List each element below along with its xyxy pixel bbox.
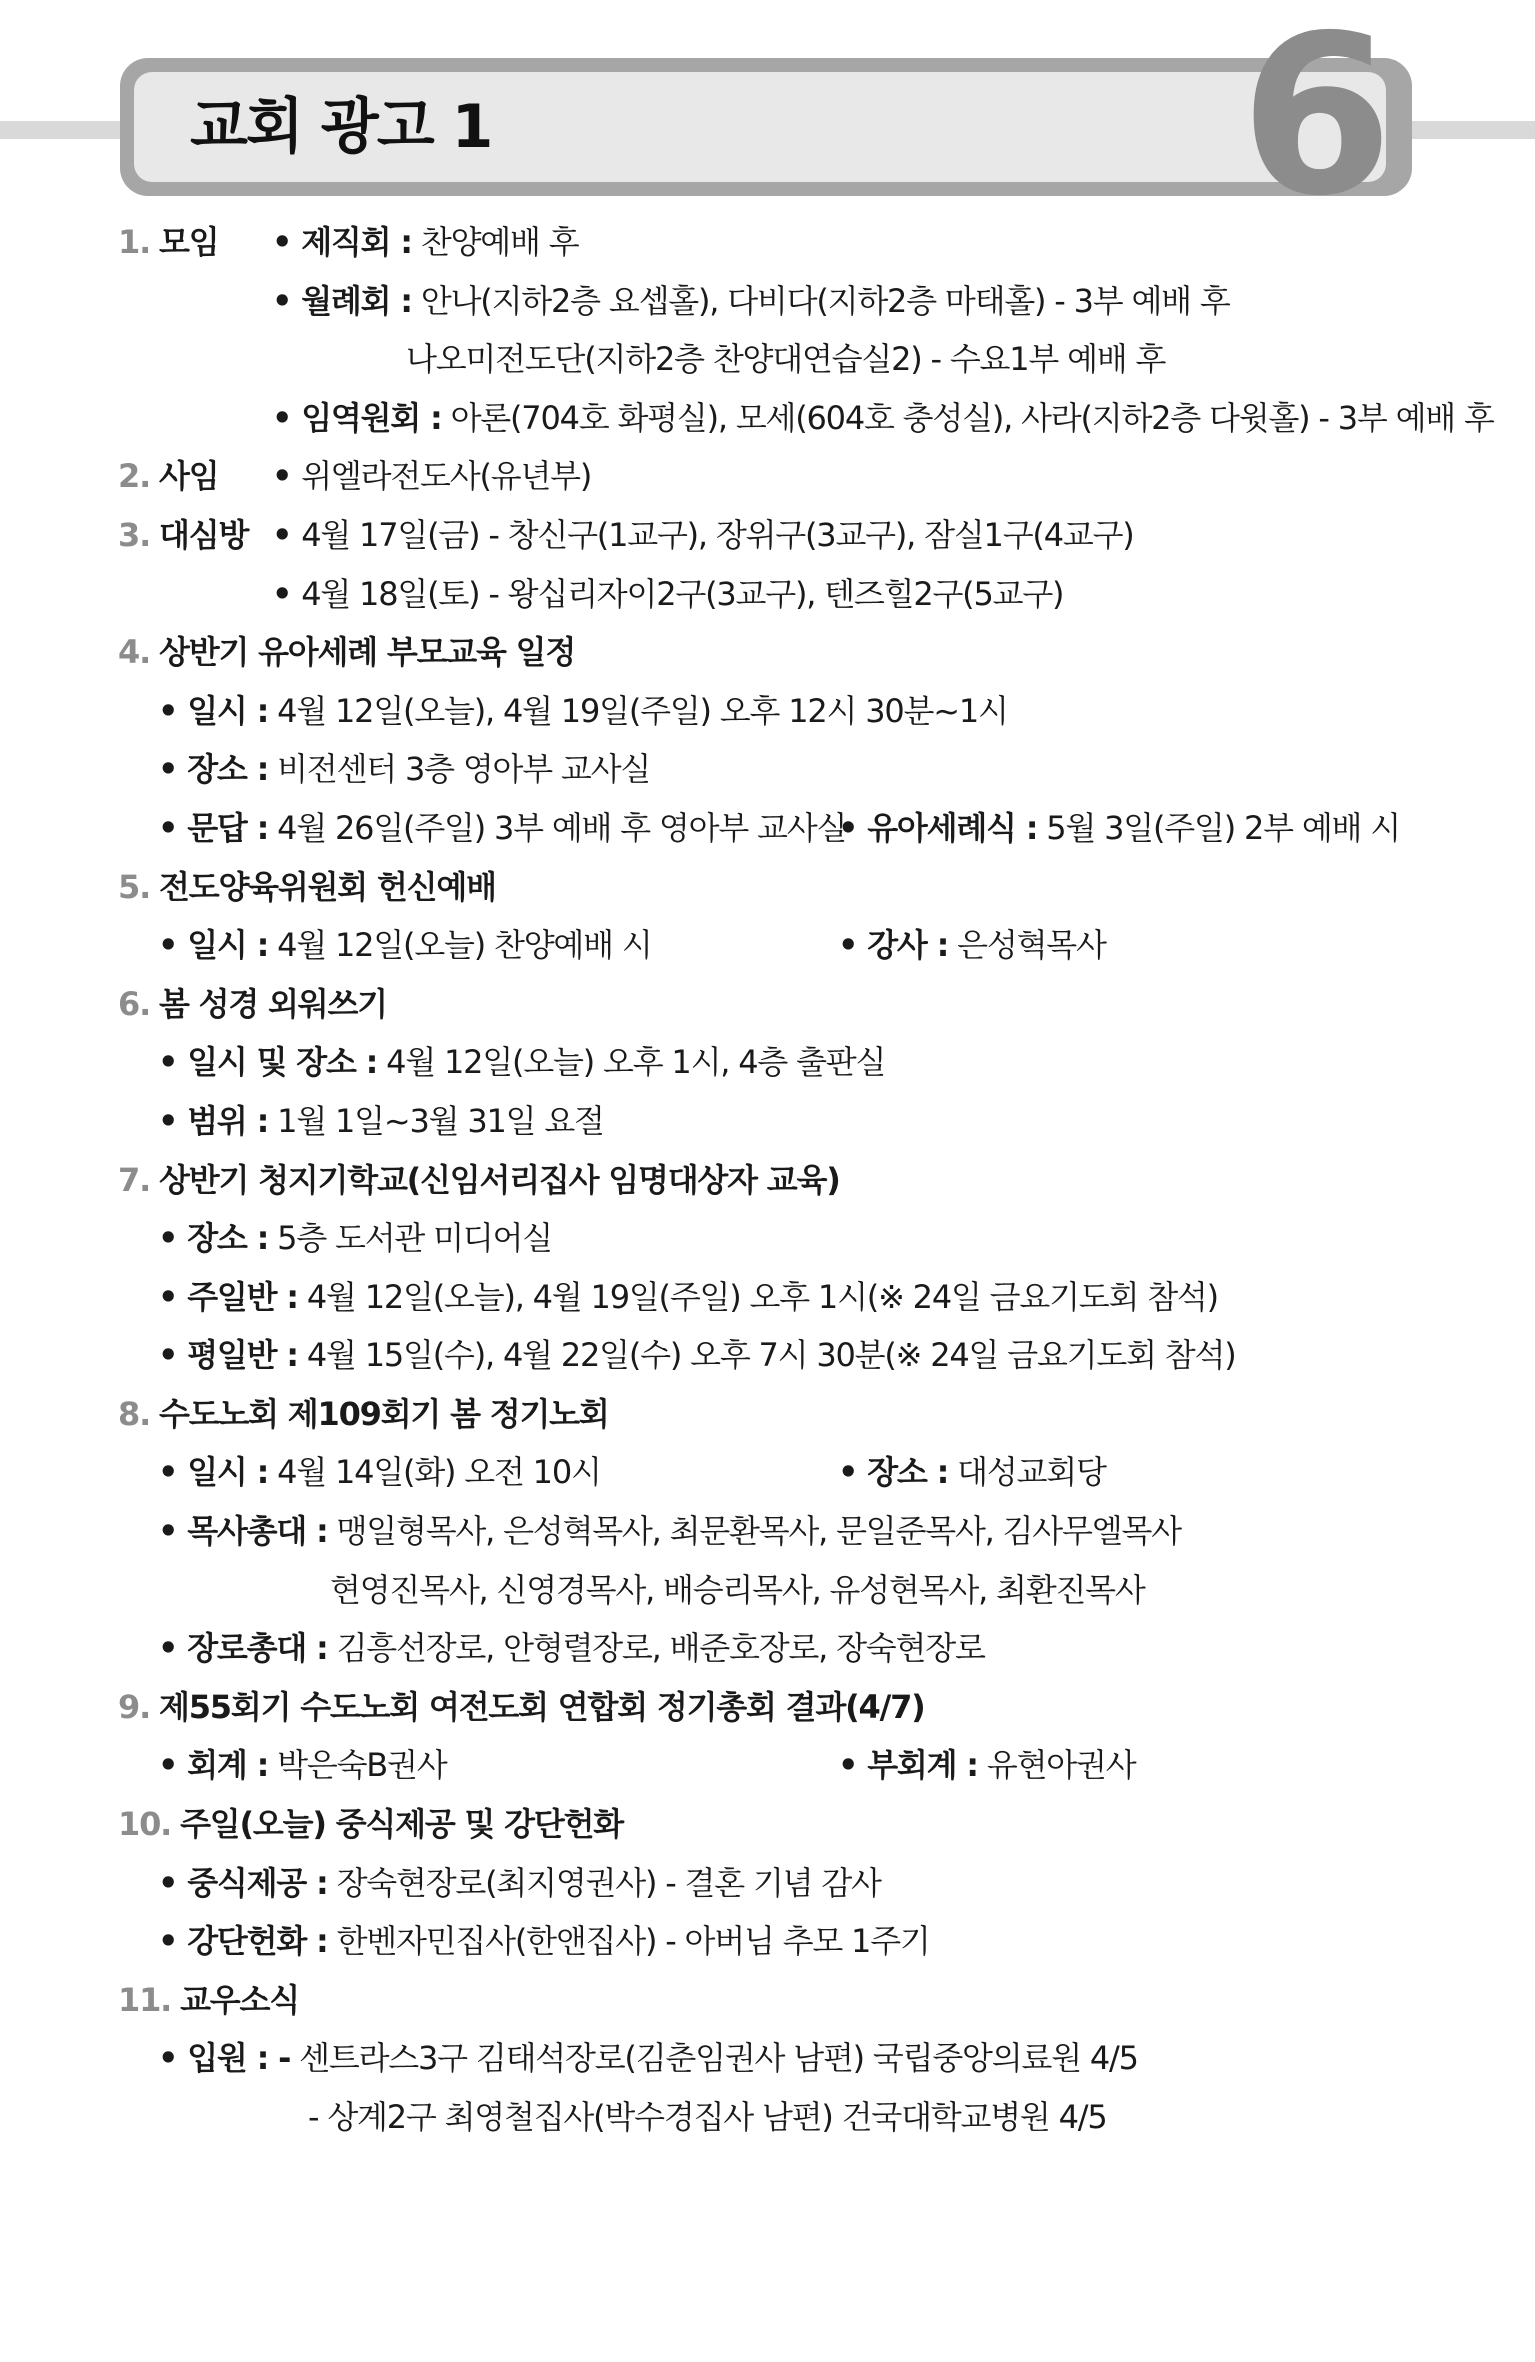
section-heading — [118, 506, 248, 565]
bullet-icon: • — [158, 1336, 188, 1375]
line-text: 5층 도서관 미디어실 — [277, 1219, 552, 1258]
section-number: 11. — [118, 1980, 172, 2019]
announcement-section — [118, 1385, 1418, 1444]
bullet-icon: • — [158, 1277, 188, 1316]
section-title: 주일(오늘) 중식제공 및 강단헌화 — [180, 1805, 624, 1844]
announcement-list — [118, 213, 1494, 2147]
announcement-section — [118, 1971, 1418, 2030]
section-number: 7. — [118, 1160, 151, 1199]
announcement-row — [118, 682, 1418, 741]
announcement-line-secondary — [838, 1443, 1106, 1502]
line-text: 대성교회당 — [957, 1453, 1106, 1492]
line-text: - 상계2구 최영철집사(박수경집사 남편) 건국대학교병원 4/5 — [308, 2098, 1107, 2136]
line-text: 아론(704호 화평실), 모세(604호 충성실), 사라(지하2층 다윗홀) - 3부 예배 후 — [450, 398, 1494, 437]
section-title: 수도노회 제109회기 봄 정기노회 — [159, 1394, 609, 1433]
line-label: 임역원회 : — [301, 398, 442, 437]
line-text: 비전센터 3층 영아부 교사실 — [277, 750, 651, 789]
announcement-line — [158, 916, 652, 975]
bullet-icon: • — [158, 1922, 188, 1961]
section-heading — [118, 1795, 623, 1854]
announcement-row — [118, 272, 1418, 331]
section-heading — [118, 1151, 840, 1210]
line-text: 찬양예배 후 — [420, 223, 579, 261]
page-title: 교회 광고 1 — [190, 92, 492, 162]
section-heading — [118, 623, 575, 682]
line-text: 안나(지하2층 요셉홀), 다비다(지하2층 마태홀) - 3부 예배 후 — [420, 281, 1230, 320]
announcement-row — [118, 1443, 1418, 1502]
bullet-icon: • — [158, 1219, 188, 1258]
section-number: 8. — [118, 1394, 151, 1433]
line-text: 4월 12일(오늘) 오후 1시, 4층 출판실 — [386, 1043, 886, 1082]
announcement-row — [118, 1033, 1418, 1092]
line-label: 장로총대 : — [187, 1629, 328, 1668]
section-title: 교우소식 — [180, 1980, 299, 2019]
bullet-icon: • — [158, 1453, 188, 1492]
announcement-line — [272, 213, 578, 272]
line-label: 주일반 : — [187, 1277, 298, 1316]
line-text: 나오미전도단(지하2층 찬양대연습실2) - 수요1부 예배 후 — [406, 340, 1166, 379]
announcement-line — [158, 1326, 1235, 1385]
announcement-line — [308, 2088, 1107, 2147]
announcement-row — [118, 1619, 1418, 1678]
announcement-line — [158, 2029, 1138, 2088]
bullet-icon: • — [158, 1101, 188, 1140]
announcement-line — [158, 740, 650, 799]
announcement-row — [118, 389, 1494, 448]
line-text: 장숙현장로(최지영권사) - 결혼 기념 감사 — [336, 1863, 881, 1902]
announcement-row — [118, 1502, 1418, 1561]
announcement-line — [272, 506, 1134, 565]
announcement-line-secondary — [838, 1736, 1135, 1795]
announcement-row — [118, 1092, 1418, 1151]
announcement-line — [272, 272, 1230, 331]
bullet-icon: • — [158, 926, 188, 965]
announcement-line — [158, 1619, 985, 1678]
line-text: 4월 26일(주일) 3부 예배 후 영아부 교사실 — [277, 808, 847, 847]
line-text: 박은숙B권사 — [277, 1746, 447, 1785]
section-number: 5. — [118, 867, 151, 906]
bullet-icon: • — [158, 1746, 188, 1785]
line-text: 은성혁목사 — [957, 926, 1106, 965]
line-label: 유아세례식 : — [867, 808, 1038, 847]
section-number: 4. — [118, 633, 151, 672]
announcement-section — [118, 623, 1418, 682]
section-heading — [118, 975, 387, 1034]
line-label: 강사 : — [867, 926, 949, 965]
bullet-icon: • — [158, 1863, 188, 1902]
section-number: 3. — [118, 515, 151, 554]
announcement-line — [158, 1854, 881, 1913]
announcement-line — [158, 1033, 885, 1092]
line-label: 장소 : — [187, 750, 269, 789]
section-heading — [118, 1971, 299, 2030]
announcement-row — [118, 1854, 1418, 1913]
line-label: 일시 : — [187, 926, 269, 965]
announcement-section — [118, 1678, 1418, 1737]
line-text: 4월 12일(오늘), 4월 19일(주일) 오후 12시 30분~1시 — [277, 691, 1008, 730]
bullet-icon: • — [158, 750, 188, 789]
announcement-row — [118, 799, 1418, 858]
bullet-icon: • — [838, 926, 868, 965]
bullet-icon: • — [158, 808, 188, 847]
line-label: 입원 : - — [187, 2039, 291, 2078]
announcement-line — [158, 1268, 1218, 1327]
announcement-row — [118, 1209, 1418, 1268]
line-label: 부회계 : — [867, 1746, 978, 1785]
announcement-line-secondary — [838, 799, 1400, 858]
section-number: 10. — [118, 1805, 172, 1844]
announcement-row — [118, 1736, 1418, 1795]
section-heading — [118, 213, 218, 272]
section-heading — [118, 447, 218, 506]
section-title: 대심방 — [159, 515, 249, 554]
bullet-icon: • — [158, 691, 188, 730]
announcement-row — [118, 740, 1418, 799]
section-number: 1. — [118, 223, 151, 261]
line-text: 4월 14일(화) 오전 10시 — [277, 1453, 601, 1492]
line-label: 평일반 : — [187, 1336, 298, 1375]
line-text: 1월 1일~3월 31일 요절 — [277, 1101, 604, 1140]
line-text: 맹일형목사, 은성혁목사, 최문환목사, 문일준목사, 김사무엘목사 — [336, 1512, 1181, 1551]
section-heading — [118, 858, 496, 917]
announcement-line — [272, 389, 1494, 448]
bullet-icon: • — [272, 574, 302, 613]
line-text: 한벤자민집사(한앤집사) - 아버님 추모 1주기 — [336, 1922, 930, 1961]
announcement-line — [330, 1561, 1145, 1620]
announcement-section — [118, 447, 1418, 506]
announcement-row — [118, 916, 1418, 975]
announcement-row — [118, 2088, 1418, 2147]
bullet-icon: • — [158, 1512, 188, 1551]
announcement-line — [158, 682, 1008, 741]
announcement-line — [158, 799, 846, 858]
line-label: 회계 : — [187, 1746, 269, 1785]
line-text: 4월 12일(오늘) 찬양예배 시 — [277, 926, 652, 965]
bullet-icon: • — [838, 808, 868, 847]
bullet-icon: • — [272, 281, 302, 320]
line-label: 일시 및 장소 : — [187, 1043, 378, 1082]
announcement-section — [118, 506, 1418, 565]
section-title: 전도양육위원회 헌신예배 — [159, 867, 496, 906]
announcement-line-secondary — [838, 916, 1106, 975]
line-label: 중식제공 : — [187, 1863, 328, 1902]
line-label: 문답 : — [187, 808, 269, 847]
announcement-row — [118, 1268, 1418, 1327]
line-label: 일시 : — [187, 1453, 269, 1492]
line-label: 장소 : — [867, 1453, 949, 1492]
line-text: 4월 17일(금) - 창신구(1교구), 장위구(3교구), 잠실1구(4교구) — [301, 515, 1134, 554]
announcement-line — [158, 1912, 930, 1971]
line-label: 일시 : — [187, 691, 269, 730]
bullet-icon: • — [838, 1453, 868, 1492]
line-label: 목사총대 : — [187, 1512, 328, 1551]
announcement-row — [118, 330, 1418, 389]
announcement-section — [118, 1151, 1418, 1210]
section-title: 봄 성경 외워쓰기 — [159, 984, 387, 1023]
section-title: 제55회기 수도노회 여전도회 연합회 정기총회 결과(4/7) — [159, 1687, 925, 1726]
announcement-line — [272, 447, 591, 506]
bullet-icon: • — [272, 457, 302, 496]
line-text: 유현아권사 — [986, 1746, 1136, 1785]
line-text: 4월 18일(토) - 왕십리자이2구(3교구), 텐즈힐2구(5교구) — [301, 574, 1064, 613]
section-number: 9. — [118, 1687, 151, 1726]
line-label: 장소 : — [187, 1219, 269, 1258]
announcement-section — [118, 975, 1418, 1034]
announcement-row — [118, 1326, 1418, 1385]
bullet-icon: • — [272, 223, 302, 261]
announcement-section — [118, 1795, 1418, 1854]
line-label: 제직회 : — [301, 223, 412, 261]
announcement-row — [118, 1912, 1418, 1971]
section-title: 상반기 유아세례 부모교육 일정 — [159, 633, 576, 672]
section-heading — [118, 1385, 609, 1444]
announcement-row — [118, 1561, 1418, 1620]
announcement-line — [406, 330, 1165, 389]
section-title: 사임 — [159, 457, 219, 496]
announcement-line — [158, 1736, 446, 1795]
line-text: 4월 12일(오늘), 4월 19일(주일) 오후 1시(※ 24일 금요기도회 참석) — [306, 1277, 1218, 1316]
page-number: 6 — [1240, 0, 1388, 244]
announcement-line — [158, 1443, 601, 1502]
line-text: 센트라스3구 김태석장로(김춘임권사 남편) 국립중앙의료원 4/5 — [299, 2039, 1138, 2078]
line-text: 현영진목사, 신영경목사, 배승리목사, 유성현목사, 최환진목사 — [330, 1570, 1145, 1609]
announcement-row — [118, 565, 1418, 624]
announcement-line — [158, 1502, 1181, 1561]
section-number: 6. — [118, 984, 151, 1023]
line-text: 김흥선장로, 안형렬장로, 배준호장로, 장숙현장로 — [336, 1629, 985, 1668]
line-text: 위엘라전도사(유년부) — [301, 457, 592, 496]
line-text: 5월 3일(주일) 2부 예배 시 — [1046, 808, 1400, 847]
line-label: 범위 : — [187, 1101, 269, 1140]
announcement-section — [118, 213, 1418, 272]
section-title: 상반기 청지기학교(신임서리집사 임명대상자 교육) — [159, 1160, 840, 1199]
section-heading — [118, 1678, 925, 1737]
bullet-icon: • — [838, 1746, 868, 1785]
line-label: 강단헌화 : — [187, 1922, 328, 1961]
announcement-line — [158, 1209, 552, 1268]
line-label: 월례회 : — [301, 281, 412, 320]
announcement-section — [118, 858, 1418, 917]
announcement-line — [158, 1092, 604, 1151]
bullet-icon: • — [158, 1043, 188, 1082]
bullet-icon: • — [272, 398, 302, 437]
section-title: 모임 — [159, 223, 219, 261]
bullet-icon: • — [158, 2039, 188, 2078]
announcement-row — [118, 2029, 1418, 2088]
bullet-icon: • — [158, 1629, 188, 1668]
bullet-icon: • — [272, 515, 302, 554]
announcement-line — [272, 565, 1063, 624]
line-text: 4월 15일(수), 4월 22일(수) 오후 7시 30분(※ 24일 금요기도회 참석) — [306, 1336, 1236, 1375]
section-number: 2. — [118, 457, 151, 496]
